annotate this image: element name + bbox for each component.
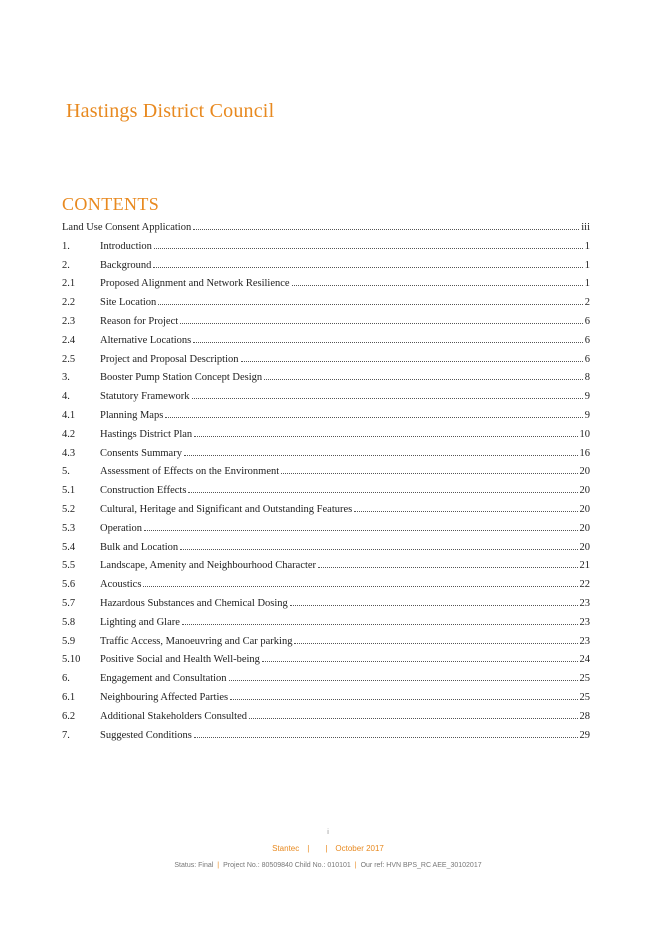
toc-dot-leader (294, 643, 577, 644)
toc-entry-page: 6 (584, 315, 590, 327)
toc-entry-title: Cultural, Heritage and Significant and Outstanding Features (100, 503, 353, 515)
toc-entry-page: 8 (584, 372, 590, 384)
toc-entry-title: Land Use Consent Application (62, 222, 192, 233)
toc-entry[interactable] (62, 275, 590, 294)
footer-status: Status: Final (174, 862, 214, 869)
toc-entry-title: Additional Stakeholders Consulted (100, 710, 247, 722)
toc-entry-number: 5.1 (62, 485, 76, 497)
toc-entry-number: 5.10 (62, 654, 81, 666)
footer-company-date (0, 844, 656, 853)
toc-entry-page: 21 (579, 560, 590, 572)
toc-entry-page: 20 (579, 466, 590, 478)
toc-entry-title: Background (100, 259, 152, 271)
toc-entry-number: 5.2 (62, 503, 76, 515)
toc-entry[interactable] (62, 482, 590, 501)
footer-page-number: i (327, 829, 329, 836)
toc-entry-number: 4.3 (62, 447, 76, 459)
toc-entry-page: 25 (579, 691, 590, 703)
toc-entry-title: Landscape, Amenity and Neighbourhood Character (100, 560, 317, 572)
toc-dot-leader (281, 473, 577, 474)
toc-entry[interactable] (62, 633, 590, 652)
toc-entry[interactable] (62, 501, 590, 520)
toc-entry-title: Neighbouring Affected Parties (100, 691, 229, 703)
toc-dot-leader (229, 680, 578, 681)
footer-details (0, 862, 656, 869)
toc-entry[interactable] (62, 445, 590, 464)
toc-entry-number: 6.1 (62, 691, 76, 703)
toc-entry-title: Operation (100, 522, 142, 534)
toc-dot-leader (230, 699, 577, 700)
toc-entry-page: 9 (584, 391, 590, 403)
toc-entry[interactable] (62, 614, 590, 633)
toc-dot-leader (194, 436, 577, 437)
toc-entry-title: Proposed Alignment and Network Resilience (100, 278, 290, 290)
toc-entry-title: Acoustics (100, 579, 142, 591)
footer-date: October 2017 (335, 844, 384, 853)
toc-entry-number: 4. (62, 391, 70, 403)
footer-project: Project No.: 80509840 Child No.: 010101 (223, 862, 351, 869)
toc-entry-page: 6 (584, 334, 590, 346)
toc-entry-number: 5.8 (62, 616, 76, 628)
toc-entry-number: 2.1 (62, 278, 76, 290)
toc-entry-number: 3. (62, 372, 70, 384)
toc-entry-title: Alternative Locations (100, 334, 192, 346)
toc-entry-title: Lighting and Glare (100, 616, 180, 628)
toc-dot-leader (144, 530, 578, 531)
toc-entry-number: 6. (62, 673, 70, 685)
toc-entry-title: Introduction (100, 240, 152, 252)
toc-entry-number: 2.2 (62, 297, 76, 309)
toc-entry-page: 1 (584, 240, 590, 252)
toc-entry-title: Suggested Conditions (100, 729, 192, 741)
toc-entry-title: Consents Summary (100, 447, 182, 459)
toc-dot-leader (193, 229, 579, 230)
toc-dot-leader (180, 549, 577, 550)
toc-entry[interactable] (62, 407, 590, 426)
toc-entry[interactable] (62, 708, 590, 727)
toc-entry-page: 1 (584, 278, 590, 290)
toc-entry-title: Engagement and Consultation (100, 673, 227, 685)
toc-dot-leader (193, 342, 582, 343)
toc-entry-title: Booster Pump Station Concept Design (100, 372, 263, 384)
toc-entry-title: Planning Maps (100, 409, 164, 421)
toc-entry-page: 9 (584, 409, 590, 421)
toc-entry-number: 2. (62, 259, 70, 271)
toc-entry-number: 5.6 (62, 579, 76, 591)
toc-dot-leader (290, 605, 578, 606)
toc-dot-leader (192, 398, 583, 399)
toc-entry-number: 5. (62, 466, 70, 478)
organization-title: Hastings District Council (66, 100, 275, 122)
toc-entry[interactable] (62, 351, 590, 370)
toc-dot-leader (318, 567, 577, 568)
toc-entry-page: 29 (579, 729, 590, 741)
toc-entry-number: 5.3 (62, 522, 76, 534)
toc-entry-page: 20 (579, 503, 590, 515)
toc-entry-title: Reason for Project (100, 315, 179, 327)
toc-entry-page: 24 (579, 654, 590, 666)
contents-heading: CONTENTS (62, 194, 160, 214)
toc-dot-leader (292, 285, 583, 286)
toc-entry-number: 2.5 (62, 353, 76, 365)
toc-dot-leader (154, 248, 583, 249)
toc-entry[interactable] (62, 539, 590, 558)
toc-entry-number: 1. (62, 240, 70, 252)
toc-entry[interactable] (62, 219, 590, 238)
toc-dot-leader (165, 417, 582, 418)
toc-dot-leader (153, 267, 582, 268)
toc-entry-page: 6 (584, 353, 590, 365)
toc-entry[interactable] (62, 369, 590, 388)
toc-entry-number: 2.3 (62, 315, 76, 327)
footer-reference: Our ref: HVN BPS_RC AEE_30102017 (360, 862, 482, 869)
toc-dot-leader (182, 624, 578, 625)
toc-entry-page: 20 (579, 541, 590, 553)
toc-entry-number: 5.9 (62, 635, 76, 647)
toc-entry[interactable] (62, 520, 590, 539)
footer-separator: | (217, 862, 220, 869)
toc-entry[interactable] (62, 670, 590, 689)
toc-entry-title: Assessment of Effects on the Environment (100, 466, 280, 478)
toc-entry-page: 23 (579, 616, 590, 628)
toc-entry-title: Traffic Access, Manoeuvring and Car parking (100, 635, 293, 647)
toc-entry-page: 1 (584, 259, 590, 271)
table-of-contents (62, 219, 590, 745)
toc-entry[interactable] (62, 294, 590, 313)
toc-entry-title: Statutory Framework (100, 391, 190, 403)
footer-separator: | (354, 862, 357, 869)
toc-entry[interactable] (62, 238, 590, 257)
toc-entry-title: Construction Effects (100, 485, 187, 497)
toc-entry[interactable] (62, 576, 590, 595)
toc-entry[interactable] (62, 689, 590, 708)
footer-separator: | (307, 844, 310, 853)
toc-dot-leader (241, 361, 583, 362)
toc-dot-leader (184, 455, 578, 456)
toc-entry-page: 23 (579, 597, 590, 609)
toc-entry-number: 4.2 (62, 428, 76, 440)
toc-entry[interactable] (62, 313, 590, 332)
toc-entry-number: 7. (62, 729, 70, 741)
toc-entry[interactable] (62, 257, 590, 276)
toc-entry-number: 5.5 (62, 560, 76, 572)
toc-dot-leader (194, 737, 578, 738)
toc-entry-page: 2 (584, 297, 590, 309)
toc-dot-leader (262, 661, 578, 662)
toc-dot-leader (188, 492, 577, 493)
toc-entry-number: 2.4 (62, 334, 76, 346)
toc-entry-title: Project and Proposal Description (100, 353, 239, 365)
toc-dot-leader (264, 379, 583, 380)
toc-dot-leader (143, 586, 577, 587)
footer-separator: | (325, 844, 328, 853)
toc-entry[interactable] (62, 463, 590, 482)
toc-entry[interactable] (62, 332, 590, 351)
toc-dot-leader (354, 511, 577, 512)
toc-entry-title: Hazardous Substances and Chemical Dosing (100, 597, 288, 609)
footer-company: Stantec (272, 844, 300, 853)
toc-entry-number: 6.2 (62, 710, 76, 722)
toc-entry-page: 10 (579, 428, 590, 440)
toc-entry[interactable] (62, 557, 590, 576)
toc-entry[interactable] (62, 727, 590, 746)
toc-entry-number: 5.4 (62, 541, 76, 553)
toc-entry[interactable] (62, 595, 590, 614)
toc-entry-page: 25 (579, 673, 590, 685)
toc-entry-number: 4.1 (62, 409, 76, 421)
toc-entry-title: Hastings District Plan (100, 428, 193, 440)
toc-entry-page: 20 (579, 485, 590, 497)
toc-entry-page: 23 (579, 635, 590, 647)
toc-dot-leader (158, 304, 582, 305)
toc-entry-page: 22 (579, 579, 590, 591)
toc-entry[interactable] (62, 651, 590, 670)
toc-dot-leader (249, 718, 578, 719)
toc-entry-page: 16 (579, 447, 590, 459)
toc-dot-leader (180, 323, 583, 324)
toc-entry-page: iii (581, 222, 590, 233)
toc-entry-number: 5.7 (62, 597, 76, 609)
toc-entry-title: Positive Social and Health Well-being (100, 654, 260, 666)
toc-entry[interactable] (62, 426, 590, 445)
toc-entry-page: 20 (579, 522, 590, 534)
toc-entry-page: 28 (579, 710, 590, 722)
toc-entry[interactable] (62, 388, 590, 407)
toc-entry-title: Bulk and Location (100, 541, 179, 553)
toc-entry-title: Site Location (100, 297, 157, 309)
